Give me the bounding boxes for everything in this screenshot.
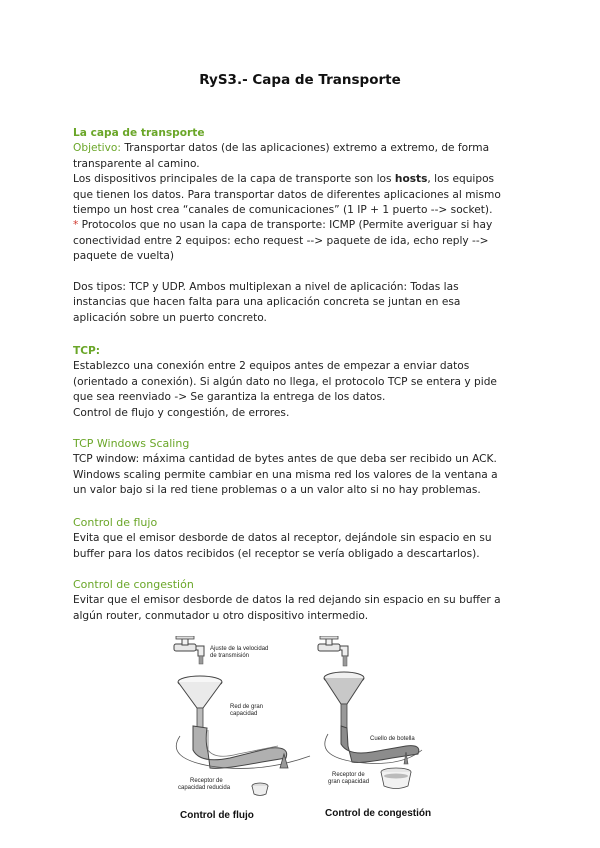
section-transport-layer — [73, 126, 533, 265]
heading-tcp-scaling: TCP Windows Scaling — [73, 437, 190, 450]
dispositivos-text-1a: Los dispositivos principales de la capa de transporte son los — [73, 173, 395, 186]
hosts-bold: hosts — [394, 173, 428, 186]
flow-congestion-figure — [160, 636, 470, 826]
scaling-text-2: Windows scaling permite cambiar en una misma red los valores de la ventana a — [73, 468, 498, 481]
left-tap-icon — [174, 636, 204, 664]
congestion-text-1: Evitar que el emisor desborde de datos la red dejando sin espacio en su buffer a — [73, 594, 501, 607]
protocolos-text-3: paquete de vuelta) — [73, 250, 175, 263]
left-diagram — [174, 636, 310, 821]
section-control-congestion — [73, 577, 533, 624]
section-tipos — [73, 280, 533, 326]
right-receiver-icon — [381, 768, 411, 789]
heading-control-congestion: Control de congestión — [73, 578, 194, 591]
congestion-text-2: algún router, conmutador u otro dispositivo intermedio. — [73, 609, 369, 622]
dispositivos-text-2: que tienen los datos. Para transportar datos de diferentes aplicaciones al mismo — [73, 188, 501, 201]
left-recv-label-1: Receptor de — [190, 778, 223, 784]
left-funnel-icon — [178, 676, 222, 728]
page-title: RyS3.- Capa de Transporte — [199, 72, 401, 88]
protocolos-text-1: Protocolos que no usan la capa de transporte: ICMP (Permite averiguar si hay — [78, 219, 493, 232]
protocolos-text-2: conectividad entre 2 equipos: echo request --> paquete de ida, echo reply --> — [73, 234, 489, 247]
left-pipe-label-1: Red de gran — [230, 704, 264, 710]
tcp-text-2: (orientado a conexión). Si algún dato no llega, el protocolo TCP se entera y pide — [73, 375, 497, 388]
section-tcp — [73, 344, 533, 421]
left-receiver-icon — [252, 783, 268, 796]
section-tcp-scaling — [73, 436, 533, 499]
right-tap-icon — [318, 636, 348, 666]
flujo-text-1: Evita que el emisor desborde de datos al receptor, dejándole sin espacio en su — [73, 532, 492, 545]
right-diagram — [318, 636, 431, 819]
right-recv-label-2: gran capacidad — [328, 779, 370, 785]
asterisk-mark: * — [73, 219, 79, 232]
heading-control-flujo: Control de flujo — [73, 516, 158, 529]
tipos-text-3: aplicación sobre un puerto concreto. — [73, 311, 267, 324]
dispositivos-text-3: tiempo un host crea “canales de comunicaciones” (1 IP + 1 puerto --> socket). — [73, 204, 493, 217]
right-pipe-label: Cuello de botella — [370, 736, 415, 742]
left-tap-label-2: de transmisión — [210, 653, 250, 659]
objetivo-text-1: Transportar datos (de las aplicaciones) extremo a extremo, de forma — [120, 142, 490, 155]
tcp-text-1: Establezco una conexión entre 2 equipos antes de empezar a enviar datos — [73, 360, 470, 373]
right-recv-label-1: Receptor de — [332, 772, 365, 778]
left-caption: Control de flujo — [180, 810, 254, 821]
tipos-text-2: instancias que hacen falta para una aplicación concreta se juntan en esa — [73, 296, 461, 309]
left-recv-label-2: capacidad reducida — [178, 785, 231, 791]
dispositivos-text-1b: , los equipos — [427, 173, 495, 186]
objetivo-label: Objetivo: — [73, 142, 121, 155]
tipos-text-1: Dos tipos: TCP y UDP. Ambos multiplexan a nivel de aplicación: Todas las — [73, 281, 459, 293]
left-pipe-label-2: capacidad — [230, 711, 258, 717]
section-control-flujo — [73, 515, 533, 562]
left-tap-label-1: Ajuste de la velocidad — [210, 646, 269, 652]
scaling-text-1: TCP window: máxima cantidad de bytes antes de que deba ser recibido un ACK. — [73, 453, 497, 466]
heading-capa-transporte: La capa de transporte — [73, 127, 205, 139]
right-funnel-icon — [324, 672, 364, 728]
tcp-text-4: Control de flujo y congestión, de errores. — [73, 406, 290, 419]
heading-tcp: TCP: — [73, 345, 101, 357]
objetivo-text-2: transparente al camino. — [73, 157, 200, 170]
right-caption: Control de congestión — [325, 808, 432, 819]
scaling-text-3: un valor bajo si la red tiene problemas o a un valor alto si no hay problemas. — [73, 484, 481, 497]
flujo-text-2: buffer para los datos recibidos (el receptor se vería obligado a descartarlos). — [73, 547, 480, 560]
tcp-text-3: que sea reenviado -> Se garantiza la entrega de los datos. — [73, 391, 386, 404]
